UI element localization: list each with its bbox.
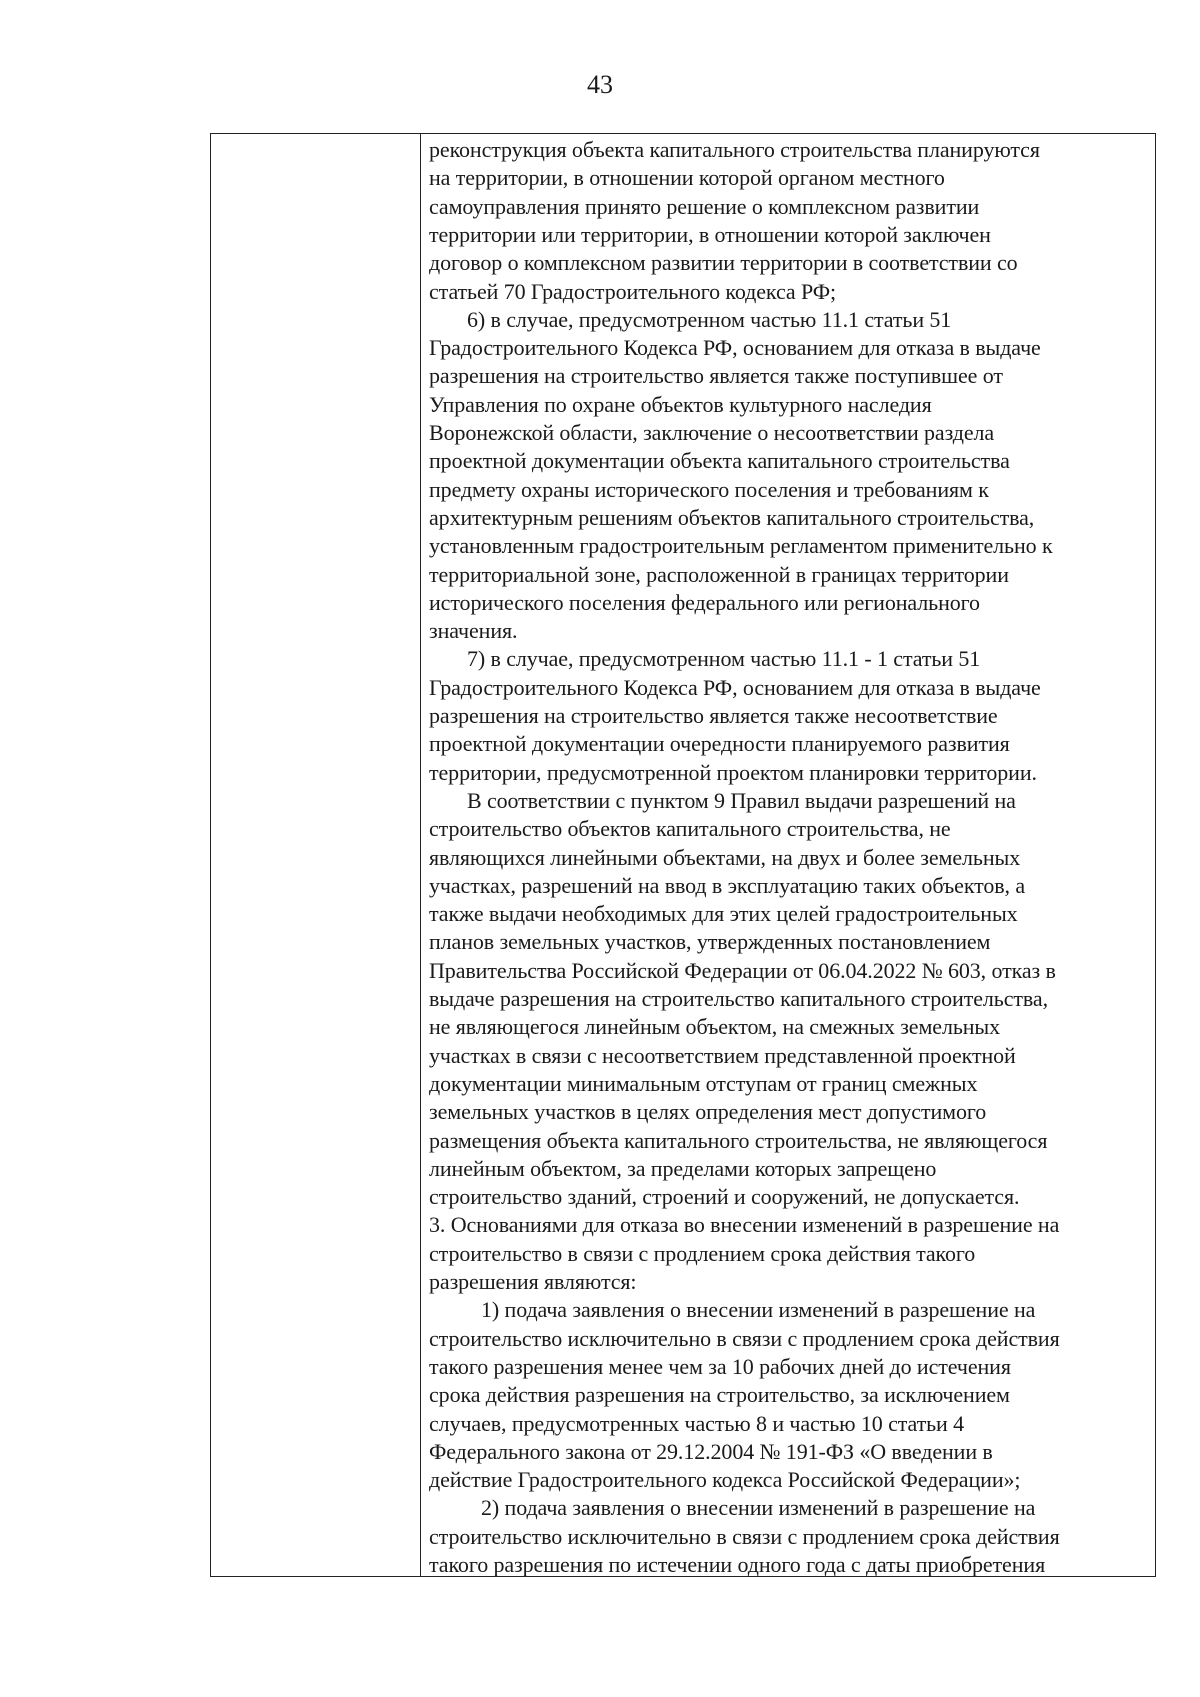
text-line: 7) в случае, предусмотренном частью 11.1 - 1 статьи 51 (467, 646, 981, 672)
text-line: также выдачи необходимых для этих целей градостроительных (429, 901, 1018, 927)
text-line: документации минимальным отступам от границ смежных (429, 1070, 978, 1096)
text-line: строительство исключительно в связи с продлением срока действия (429, 1523, 1060, 1549)
text-line: Федерального закона от 29.12.2004 № 191-ФЗ «О введении в (429, 1438, 993, 1464)
table-left-cell (211, 134, 421, 1576)
text-line: не являющегося линейным объектом, на смежных земельных (429, 1014, 1001, 1040)
text-line: реконструкция объекта капитального строительства планируются (429, 137, 1040, 162)
text-line: Управления по охране объектов культурного наследия (429, 391, 932, 417)
text-line: установленным градостроительным регламентом применительно к (429, 533, 1053, 559)
text-line: Правительства Российской Федерации от 06.04.2022 № 603, отказ в (429, 957, 1056, 983)
text-line: 2) подача заявления о внесении изменений в разрешение на (481, 1495, 1036, 1521)
text-line: предмету охраны исторического поселения и требованиям к (429, 476, 989, 502)
text-line: договор о комплексном развитии территории в соответствии со (429, 250, 1018, 276)
text-line: участках, разрешений на ввод в эксплуатацию таких объектов, а (429, 872, 1025, 898)
text-line: строительство в связи с продлением срока действия такого (429, 1240, 976, 1266)
text-line: территориальной зоне, расположенной в границах территории (429, 561, 1009, 587)
text-line: В соответствии с пунктом 9 Правил выдачи разрешений на (467, 787, 1016, 813)
text-line: архитектурным решениям объектов капитального строительства, (429, 504, 1035, 530)
page-number: 43 (587, 70, 613, 99)
text-line: земельных участков в целях определения мест допустимого (429, 1099, 987, 1125)
text-line: такого разрешения по истечении одного года с даты приобретения (429, 1552, 1046, 1576)
text-line: 1) подача заявления о внесении изменений в разрешение на (481, 1297, 1036, 1323)
text-line: значения. (429, 618, 518, 644)
text-line: проектной документации очередности планируемого развития (429, 731, 1010, 757)
text-line: выдаче разрешения на строительство капитального строительства, (429, 986, 1048, 1011)
text-line: на территории, в отношении которой органом местного (429, 165, 945, 191)
text-line: Градостроительного Кодекса РФ, основанием для отказа в выдаче (429, 674, 1041, 700)
text-line: Воронежской области, заключение о несоответствии раздела (429, 420, 995, 445)
text-line: строительство зданий, строений и сооружений, не допускается. (429, 1184, 1020, 1210)
text-line: разрешения являются: (429, 1269, 637, 1294)
text-line: участках в связи с несоответствием представленной проектной (429, 1042, 1016, 1068)
text-line: разрешения на строительство является также поступившее от (429, 363, 1003, 389)
text-line: самоуправления принято решение о комплексном развитии (429, 193, 980, 219)
text-line: территории, предусмотренной проектом планировки территории. (429, 759, 1037, 785)
text-line: такого разрешения менее чем за 10 рабочих дней до истечения (429, 1353, 1011, 1379)
document-table (210, 133, 1156, 1577)
text-line: исторического поселения федерального или регионального (429, 589, 980, 615)
text-line: статьей 70 Градостроительного кодекса РФ; (429, 278, 837, 304)
text-line: размещения объекта капитального строительства, не являющегося (429, 1127, 1048, 1153)
text-line: Градостроительного Кодекса РФ, основанием для отказа в выдаче (429, 335, 1041, 361)
text-line: линейным объектом, за пределами которых запрещено (429, 1155, 937, 1181)
text-line: планов земельных участков, утвержденных постановлением (429, 929, 991, 955)
text-line: являющихся линейными объектами, на двух и более земельных (429, 844, 1021, 870)
text-line: проектной документации объекта капитального строительства (429, 448, 1010, 474)
text-line: срока действия разрешения на строительство, за исключением (429, 1382, 1010, 1408)
text-line: действие Градостроительного кодекса Российской Федерации»; (429, 1467, 1021, 1493)
text-line: случаев, предусмотренных частью 8 и частью 10 статьи 4 (429, 1410, 965, 1436)
text-line: строительство исключительно в связи с продлением срока действия (429, 1325, 1060, 1351)
text-line: территории или территории, в отношении которой заключен (429, 221, 991, 247)
text-line: 3. Основаниями для отказа во внесении изменений в разрешение на (429, 1212, 1060, 1238)
text-line: строительство объектов капитального строительства, не (429, 816, 951, 842)
text-line: 6) в случае, предусмотренном частью 11.1 статьи 51 (467, 306, 952, 332)
table-text-cell (421, 134, 1155, 1576)
text-line: разрешения на строительство является также несоответствие (429, 703, 998, 728)
